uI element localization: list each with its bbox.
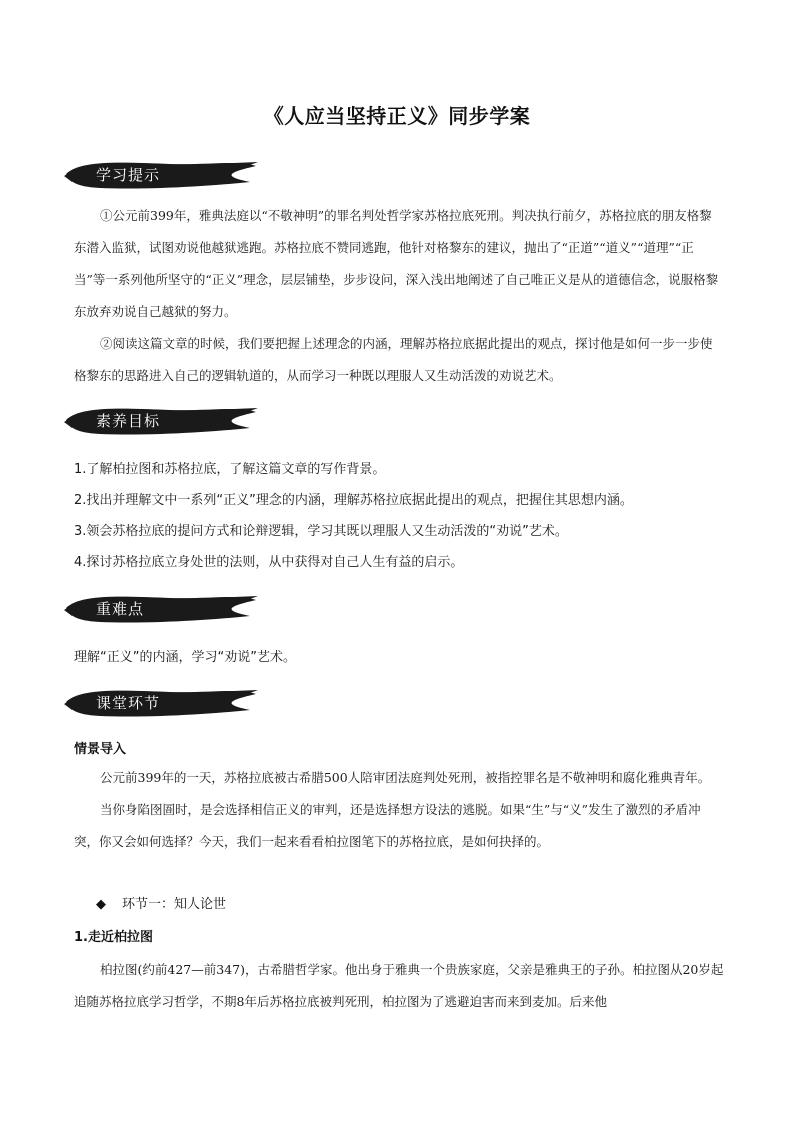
plato-paragraph: 柏拉图(约前427—前347)，古希腊哲学家。他出身于雅典一个贵族家庭，父亲是雅典王的子孙。柏拉图从20岁起追随苏格拉底学习哲学，不期8年后苏格拉底被判死刑，柏拉图为了逃避迫害而来到麦加。后来他 (74, 962, 724, 1009)
bullet-text: 环节一：知人论世 (122, 897, 227, 912)
goal-item: 1.了解柏拉图和苏格拉底，了解这篇文章的写作背景。 (74, 462, 386, 477)
section-bullet (96, 893, 226, 912)
goal-item: 4.探讨苏格拉底立身处世的法则，从中获得对自己人生有益的启示。 (74, 555, 464, 570)
section-heading: 重难点 (96, 600, 145, 618)
intro-title: 情景导入 (74, 742, 127, 757)
plato-content (74, 954, 724, 1018)
keypoints-text: 理解“正义”的内涵，学习“劝说”艺术。 (74, 650, 296, 665)
section-banner-goals (60, 398, 260, 442)
tips-paragraph-2: ②阅读这篇文章的时候，我们要把握上述理念的内涵，理解苏格拉底据此提出的观点，探讨他是如何一步一步使格黎东的思路进入自己的逻辑轨道的，从而学习一种既以理服人又生动活泼的劝说艺术。 (74, 336, 713, 383)
intro-paragraph-2: 当你身陷囹圄时，是会选择相信正义的审判，还是选择想方设法的逃脱。如果“生”与“义”发生了激烈的矛盾冲突，你又会如何选择？今天，我们一起来看看柏拉图笔下的苏格拉底，是如何抉择的。 (74, 802, 701, 849)
section-heading: 素养目标 (96, 412, 161, 430)
section-heading: 学习提示 (96, 166, 161, 184)
intro-content (74, 762, 724, 858)
tips-paragraph-1: ①公元前399年，雅典法庭以“不敬神明”的罪名判处哲学家苏格拉底死刑。判决执行前夕，苏格拉底的朋友格黎东潜入监狱，试图劝说他越狱逃跑。苏格拉底不赞同逃跑，他针对格黎东的建议，抛出了“正道”“道义”“道理”“正当”等一系列他所坚守的“正义”理念，层层铺垫，步步设问，深入浅出地阐述了自己唯正义是从的道德信念，说服格黎东放弃劝说自己越狱的努力。 (74, 208, 719, 319)
diamond-bullet-icon: ◆ (96, 897, 106, 912)
goal-item: 3.领会苏格拉底的提问方式和论辩逻辑，学习其既以理服人又生动活泼的“劝说”艺术。 (74, 524, 568, 539)
section-banner-classroom (60, 680, 260, 724)
section-banner-keypoints (60, 586, 260, 630)
tips-content (74, 200, 724, 392)
goal-item: 2.找出并理解文中一系列“正义”理念的内涵，理解苏格拉底据此提出的观点，把握住其思想内涵。 (74, 493, 633, 508)
page-title: 《人应当坚持正义》同步学案 (263, 104, 531, 128)
section-heading: 课堂环节 (96, 694, 161, 712)
section-banner-tips (60, 152, 260, 196)
intro-paragraph-1: 公元前399年的一天，苏格拉底被古希腊500人陪审团法庭判处死刑，被指控罪名是不敬神明和腐化雅典青年。 (100, 770, 711, 785)
subsection-title: 1.走近柏拉图 (74, 930, 153, 945)
brush-stroke-icon (60, 586, 260, 630)
